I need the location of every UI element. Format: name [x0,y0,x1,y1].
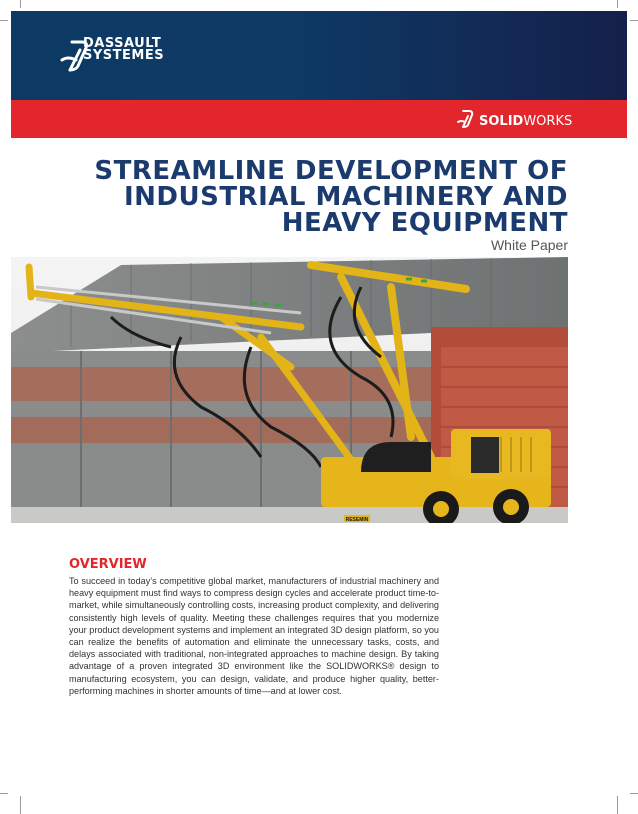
solidworks-wordmark [479,114,572,129]
solidworks-logo-icon [456,108,478,130]
crop-mark [630,20,638,21]
section-heading: OVERVIEW [69,557,147,572]
machine-plate: RESEMIN [345,517,369,523]
crop-mark [0,20,8,21]
crop-mark [617,0,618,8]
title-line2: INDUSTRIAL MACHINERY AND [124,182,568,212]
company-line2: SYSTEMES [83,48,165,63]
company-line1: DASSAULT [83,36,162,51]
crop-mark [20,796,21,814]
dassault-wordmark [83,38,164,62]
product-suffix: WORKS [523,114,573,129]
crop-mark [617,796,618,814]
page-title [48,158,568,236]
drilling-rig-photo [11,257,568,523]
title-line1: STREAMLINE DEVELOPMENT OF [94,156,568,186]
crop-mark [20,0,21,8]
title-line3: HEAVY EQUIPMENT [281,208,568,238]
doc-type-label: White Paper [490,237,568,253]
crop-mark [0,793,8,794]
overview-paragraph: To succeed in today’s competitive global market, manufacturers of industrial machinery and heavy equipment must find ways to compress design cycles and accelerate product time-to-market, while simultaneously controlling costs, increasing product complexity, and delivering consistently high levels of quality. Meeting these challenges requires that you modernize your product development systems and implement an integrated 3D design platform, so you can realize the benefits of automation and eliminate the unnecessary tasks, costs, and delays associated with traditional, non-integrated approaches to machine design. By taking advantage of a proven integrated 3D environment like the SOLIDWORKS® design to manufacturing ecosystem, you can design, validate, and produce higher quality, better-performing machines in shorter amounts of time—and at lower cost. [69,576,439,696]
product-prefix: SOLID [479,114,524,129]
crop-mark [630,793,638,794]
